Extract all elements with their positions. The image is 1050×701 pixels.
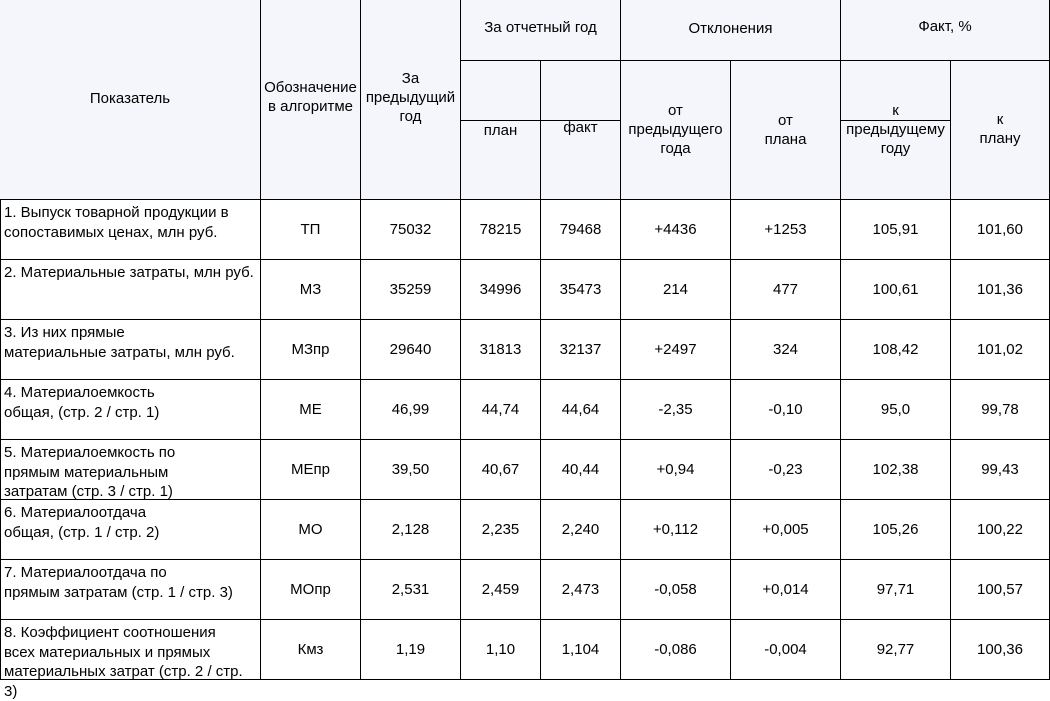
cell-fact (541, 320, 621, 380)
row-prev-year: 35259 (389, 280, 432, 298)
cell-pct-prev (841, 320, 951, 380)
header-plan-cell (461, 61, 541, 200)
cell-prev (361, 440, 461, 500)
header-indicator: Показатель (89, 90, 171, 107)
header-report-year-cell (461, 0, 621, 61)
cell-pct-prev (841, 440, 951, 500)
header-to-plan-cell (951, 61, 1050, 200)
cell-code (261, 320, 361, 380)
cell-prev (361, 620, 461, 680)
row-code: Кмз (297, 640, 324, 658)
cell-dev-plan (731, 380, 841, 440)
header-to-prev-cell (841, 61, 951, 200)
cell-pct-prev (841, 200, 951, 260)
row-prev-year: 2,531 (391, 580, 430, 598)
header-fact-pct-cell (841, 0, 1050, 61)
cell-plan (461, 440, 541, 500)
row-indicator: 3. Из них прямые материальные затраты, млн руб. (4, 324, 235, 361)
cell-dev-plan (731, 260, 841, 320)
row-indicator: 5. Материалоемкость по прямым материальным затратам (стр. 3 / стр. 1) (4, 444, 176, 500)
row-dev-plan: +0,005 (762, 520, 809, 538)
cell-prev (361, 260, 461, 320)
row-fact: 2,473 (561, 580, 600, 598)
header-from-prev: от предыдущего года (628, 102, 723, 157)
row-pct-prev: 97,71 (876, 580, 915, 598)
cell-plan (461, 380, 541, 440)
row-indicator: 8. Коэффициент соотношения всех материальных и прямых материальных затрат (стр. 2 / стр. 3) (4, 624, 243, 700)
row-indicator: 4. Материалоемкость общая, (стр. 2 / стр. 1) (4, 384, 160, 421)
row-pct-plan: 100,22 (977, 520, 1023, 538)
cell-pct-plan (951, 500, 1050, 560)
row-code: МЕ (299, 400, 322, 418)
cell-pct-plan (951, 200, 1050, 260)
row-dev-prev: -0,086 (654, 640, 697, 658)
header-prev-year-cell (361, 0, 461, 200)
row-dev-prev: 214 (662, 280, 689, 298)
row-code: МЗпр (291, 340, 330, 358)
row-prev-year: 1,19 (395, 640, 426, 658)
row-pct-prev: 92,77 (876, 640, 915, 658)
row-dev-plan: -0,10 (768, 400, 803, 418)
row-dev-plan: +0,014 (762, 580, 809, 598)
row-pct-plan: 100,57 (977, 580, 1023, 598)
cell-plan (461, 560, 541, 620)
row-fact: 1,104 (561, 640, 600, 658)
cell-indicator (0, 440, 261, 500)
row-pct-prev: 105,91 (872, 220, 919, 238)
row-indicator: 7. Материалоотдача по прямым затратам (стр. 1 / стр. 3) (4, 564, 233, 601)
header-from-plan-cell (731, 61, 841, 200)
cell-indicator (0, 620, 261, 700)
row-code: МОпр (290, 580, 331, 598)
header-deviations: Отклонения (688, 20, 773, 37)
row-pct-plan: 99,43 (981, 460, 1019, 478)
row-code: ТП (300, 220, 321, 238)
cell-dev-plan (731, 500, 841, 560)
cell-dev-prev (621, 260, 731, 320)
row-prev-year: 39,50 (391, 460, 430, 478)
cell-dev-plan (731, 560, 841, 620)
cell-pct-plan (951, 620, 1050, 680)
row-pct-plan: 101,02 (977, 340, 1023, 358)
row-code: МО (298, 520, 323, 538)
header-from-prev-cell (621, 61, 731, 200)
header-report-year: За отчетный год (484, 19, 597, 36)
row-fact: 44,64 (561, 400, 600, 418)
row-pct-plan: 99,78 (981, 400, 1019, 418)
row-plan: 44,74 (481, 400, 520, 418)
cell-pct-prev (841, 620, 951, 680)
cell-dev-prev (621, 500, 731, 560)
cell-dev-plan (731, 620, 841, 680)
header-prev-year: За предыдущий год (365, 70, 456, 125)
cell-prev (361, 500, 461, 560)
cell-fact (541, 440, 621, 500)
row-pct-prev: 95,0 (880, 400, 911, 418)
cell-plan (461, 320, 541, 380)
row-indicator: 2. Материальные затраты, млн руб. (4, 264, 254, 281)
row-pct-plan: 101,36 (977, 280, 1023, 298)
cell-indicator (0, 380, 261, 440)
row-fact: 40,44 (561, 460, 600, 478)
cell-pct-plan (951, 560, 1050, 620)
row-dev-prev: -2,35 (658, 400, 693, 418)
row-dev-prev: +0,94 (656, 460, 695, 478)
header-fact-cell (541, 61, 621, 200)
row-pct-plan: 101,60 (977, 220, 1023, 238)
cell-plan (461, 500, 541, 560)
row-code: МЗ (299, 280, 322, 298)
cell-indicator (0, 560, 261, 620)
row-dev-prev: +0,112 (652, 520, 699, 538)
row-prev-year: 29640 (389, 340, 432, 358)
cell-dev-prev (621, 200, 731, 260)
row-fact: 32137 (559, 340, 602, 358)
cell-pct-plan (951, 440, 1050, 500)
cell-code (261, 200, 361, 260)
row-plan: 1,10 (485, 640, 516, 658)
cell-plan (461, 260, 541, 320)
cell-pct-prev (841, 500, 951, 560)
cell-fact (541, 500, 621, 560)
row-prev-year: 46,99 (391, 400, 430, 418)
header-designation: Обозначение в алгоритме (264, 79, 357, 115)
header-from-plan: от плана (764, 112, 807, 148)
header-indicator-cell (0, 0, 261, 200)
row-prev-year: 75032 (389, 220, 432, 238)
row-fact: 35473 (559, 280, 602, 298)
header-fact: факт (563, 119, 598, 136)
cell-indicator (0, 200, 261, 260)
cell-dev-prev (621, 440, 731, 500)
row-dev-prev: +4436 (654, 220, 697, 238)
row-pct-prev: 105,26 (872, 520, 919, 538)
cell-code (261, 260, 361, 320)
cell-dev-prev (621, 560, 731, 620)
row-pct-prev: 108,42 (872, 340, 919, 358)
cell-pct-plan (951, 320, 1050, 380)
cell-dev-plan (731, 320, 841, 380)
cell-indicator (0, 320, 261, 380)
row-plan: 40,67 (481, 460, 520, 478)
row-indicator: 6. Материалоотдача общая, (стр. 1 / стр. 2) (4, 504, 160, 541)
cell-prev (361, 320, 461, 380)
header-deviations-cell (621, 0, 841, 61)
cell-dev-prev (621, 620, 731, 680)
cell-prev (361, 380, 461, 440)
row-plan: 78215 (479, 220, 522, 238)
row-fact: 2,240 (561, 520, 600, 538)
cell-fact (541, 560, 621, 620)
row-dev-plan: 324 (772, 340, 799, 358)
row-pct-plan: 100,36 (977, 640, 1023, 658)
header-fact-pct: Факт, % (918, 18, 972, 35)
cell-code (261, 440, 361, 500)
row-fact: 79468 (559, 220, 602, 238)
cell-plan (461, 200, 541, 260)
cell-fact (541, 380, 621, 440)
cell-dev-plan (731, 440, 841, 500)
header-to-plan: к плану (979, 111, 1021, 147)
cell-indicator (0, 260, 261, 320)
row-dev-plan: -0,23 (768, 460, 803, 478)
cell-dev-plan (731, 200, 841, 260)
row-indicator: 1. Выпуск товарной продукции в сопоставимых ценах, млн руб. (4, 204, 229, 241)
row-plan: 31813 (479, 340, 522, 358)
cell-fact (541, 260, 621, 320)
row-dev-plan: +1253 (764, 220, 807, 238)
row-dev-prev: -0,058 (654, 580, 697, 598)
cell-pct-prev (841, 260, 951, 320)
row-dev-prev: +2497 (654, 340, 697, 358)
cell-indicator (0, 500, 261, 560)
row-pct-prev: 102,38 (872, 460, 919, 478)
cell-plan (461, 620, 541, 680)
row-dev-plan: 477 (772, 280, 799, 298)
row-plan: 2,235 (481, 520, 520, 538)
cell-pct-prev (841, 560, 951, 620)
cell-code (261, 620, 361, 680)
cell-pct-plan (951, 260, 1050, 320)
header-designation-cell (261, 0, 361, 200)
cell-dev-prev (621, 320, 731, 380)
row-dev-plan: -0,004 (764, 640, 807, 658)
row-prev-year: 2,128 (391, 520, 430, 538)
cell-code (261, 380, 361, 440)
row-plan: 2,459 (481, 580, 520, 598)
row-pct-prev: 100,61 (872, 280, 919, 298)
row-code: МЕпр (291, 460, 330, 478)
header-to-prev: к предыдущему году (846, 102, 945, 157)
cell-pct-plan (951, 380, 1050, 440)
cell-pct-prev (841, 380, 951, 440)
cell-code (261, 500, 361, 560)
cell-dev-prev (621, 380, 731, 440)
cell-prev (361, 200, 461, 260)
header-plan: план (483, 122, 518, 139)
cell-fact (541, 200, 621, 260)
cell-prev (361, 560, 461, 620)
cell-code (261, 560, 361, 620)
row-plan: 34996 (479, 280, 522, 298)
cell-fact (541, 620, 621, 680)
